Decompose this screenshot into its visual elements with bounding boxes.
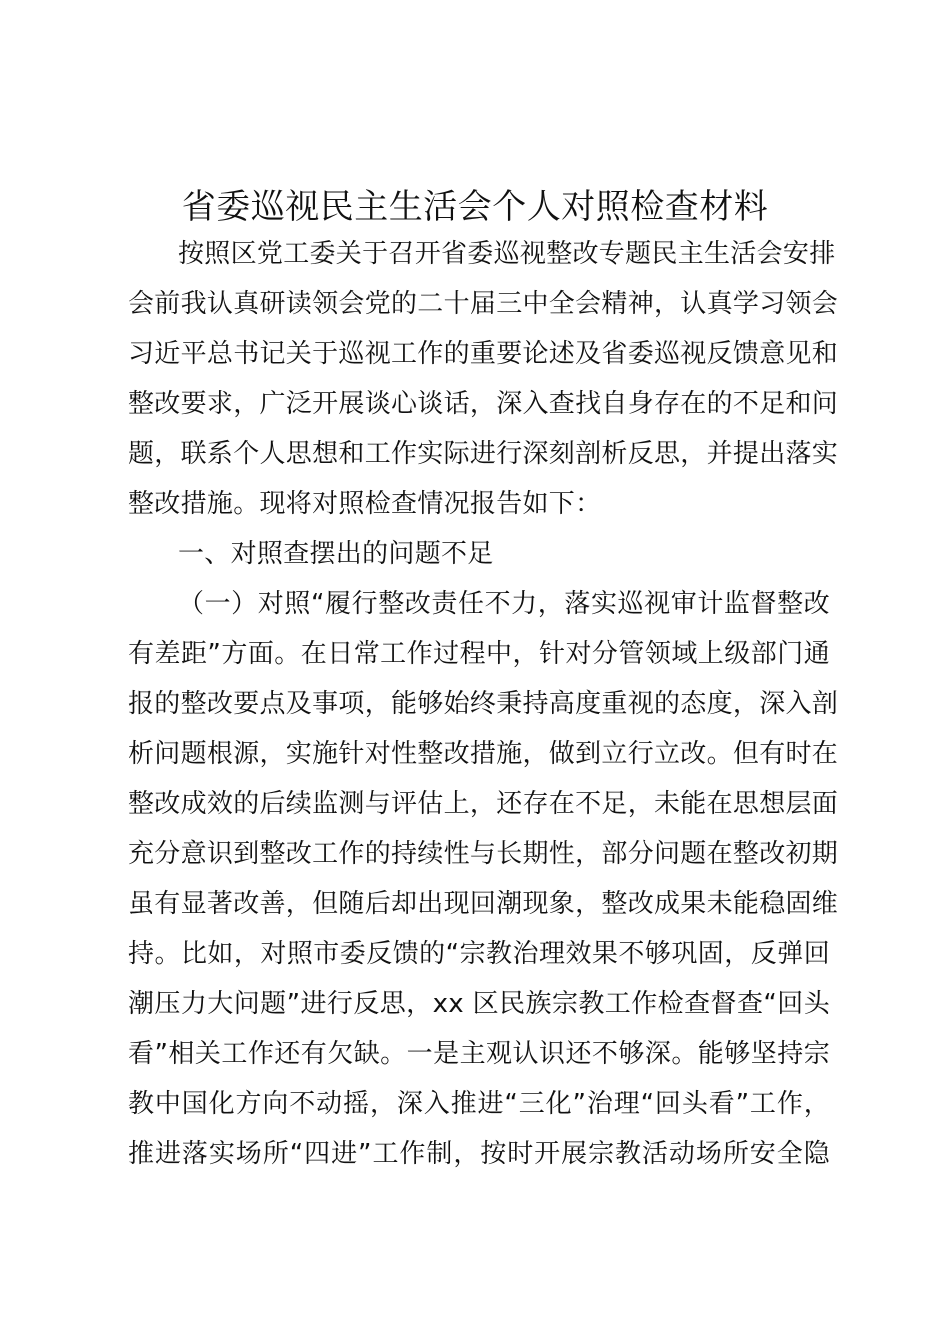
paragraph-line: 推进落实场所“四进”工作制，按时开展宗教活动场所安全隐 bbox=[128, 1139, 830, 1169]
paragraph-line: 题，联系个人思想和工作实际进行深刻剖析反思，并提出落实 bbox=[128, 439, 839, 469]
paragraph-line: （一）对照“履行整改责任不力，落实巡视审计监督整改 bbox=[178, 589, 830, 619]
paragraph-line: 会前我认真研读领会党的二十届三中全会精神，认真学习领会 bbox=[128, 289, 839, 319]
paragraph-line: 充分意识到整改工作的持续性与长期性，部分问题在整改初期 bbox=[128, 839, 839, 869]
paragraph-line: 整改要求，广泛开展谈心谈话，深入查找自身存在的不足和问 bbox=[128, 389, 839, 419]
paragraph-line: 整改措施。现将对照检查情况报告如下： bbox=[128, 489, 602, 519]
paragraph-line: 按照区党工委关于召开省委巡视整改专题民主生活会安排 bbox=[178, 239, 836, 269]
paragraph-line: 整改成效的后续监测与评估上，还存在不足，未能在思想层面 bbox=[128, 789, 839, 819]
paragraph-line: 虽有显著改善，但随后却出现回潮现象，整改成果未能稳固维 bbox=[128, 889, 839, 919]
paragraph-line: 教中国化方向不动摇，深入推进“三化”治理“回头看”工作， bbox=[128, 1089, 830, 1119]
paragraph-line: 持。比如，对照市委反馈的“宗教治理效果不够巩固，反弹回 bbox=[128, 939, 830, 969]
paragraph-line: 有差距”方面。在日常工作过程中，针对分管领域上级部门通 bbox=[128, 639, 830, 669]
document-title: 省委巡视民主生活会个人对照检查材料 bbox=[181, 187, 769, 227]
paragraph-line: 看”相关工作还有欠缺。一是主观认识还不够深。能够坚持宗 bbox=[128, 1039, 830, 1069]
paragraph-line: 习近平总书记关于巡视工作的重要论述及省委巡视反馈意见和 bbox=[128, 339, 839, 369]
paragraph-line: 报的整改要点及事项，能够始终秉持高度重视的态度，深入剖 bbox=[128, 689, 839, 719]
section-heading: 一、对照查摆出的问题不足 bbox=[178, 539, 494, 569]
paragraph-line: 潮压力大问题”进行反思，xx 区民族宗教工作检查督查“回头 bbox=[128, 989, 830, 1019]
paragraph-line: 析问题根源，实施针对性整改措施，做到立行立改。但有时在 bbox=[128, 739, 839, 769]
